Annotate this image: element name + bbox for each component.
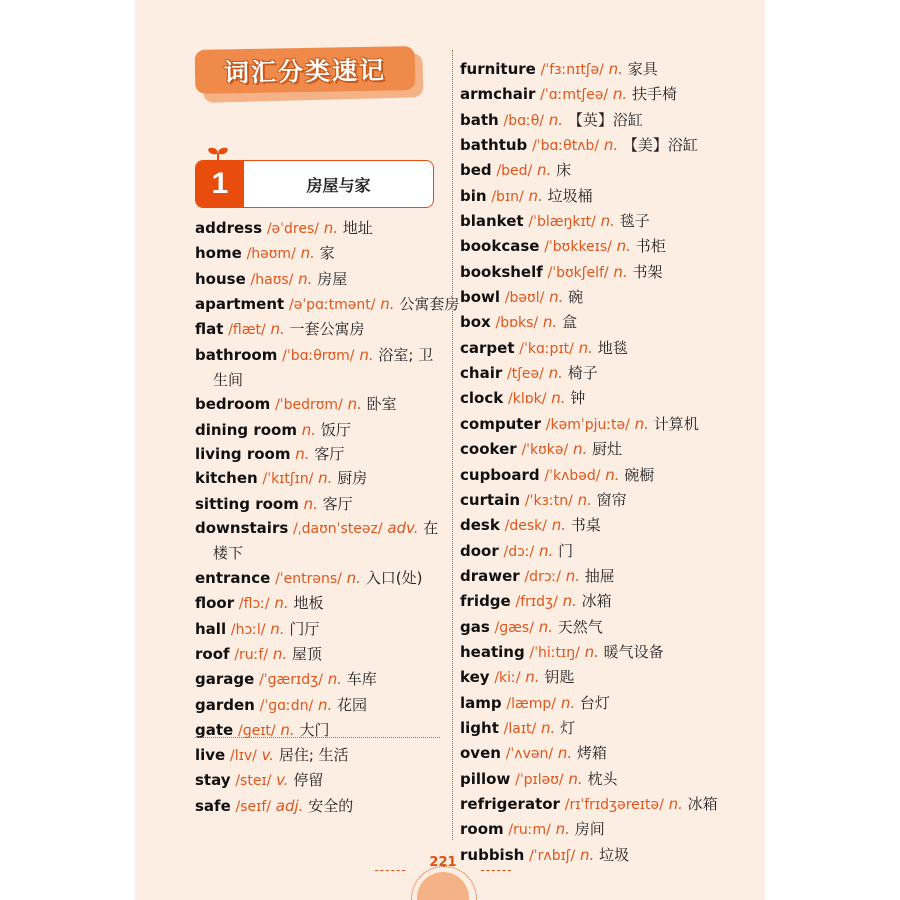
- vocab-entry: [460, 133, 760, 158]
- vocab-pos: n.: [323, 219, 339, 237]
- vocab-entry: [195, 343, 440, 393]
- vocab-meaning: 屋顶: [291, 644, 322, 663]
- vocab-pos: n.: [551, 516, 567, 535]
- vocab-phonetic: /bɪn/: [491, 188, 524, 205]
- vocab-phonetic: /haʊs/: [250, 271, 294, 288]
- vocab-meaning: 房间: [574, 820, 605, 839]
- vocab-word: sitting room: [195, 494, 299, 513]
- vocab-word: bookshelf: [460, 262, 543, 281]
- vocab-phonetic: /ˈkʊkə/: [521, 442, 569, 459]
- vocab-phonetic: /ˈfɜːnɪtʃə/: [540, 62, 604, 78]
- vocab-phonetic: /laɪt/: [503, 720, 537, 737]
- vocab-entry: [460, 234, 760, 259]
- vocab-pos: n.: [560, 693, 576, 712]
- vocab-pos: n.: [613, 262, 628, 281]
- title-banner-box: [195, 46, 416, 94]
- page-number-dash-left: [375, 870, 405, 871]
- vocab-word: computer: [460, 414, 541, 433]
- vocab-phonetic: /desk/: [504, 518, 547, 535]
- vocab-pos: n.: [541, 718, 556, 737]
- vocab-entry: [460, 539, 760, 564]
- vocab-meaning: 【英】浴缸: [567, 110, 643, 129]
- vocab-pos: n.: [318, 469, 333, 488]
- vocab-pos: n.: [300, 244, 315, 263]
- vocab-phonetic: /ruːm/: [508, 822, 551, 839]
- page-number-dash-right: [481, 870, 511, 871]
- vocab-word: apartment: [195, 295, 285, 314]
- vocab-meaning: 扶手椅: [631, 85, 677, 104]
- vocab-meaning: 门: [558, 541, 574, 560]
- vocab-phonetic: /læmp/: [506, 695, 557, 712]
- vocab-pos: n.: [346, 568, 361, 587]
- vocab-pos: n.: [616, 237, 631, 256]
- vocab-pos: n.: [303, 494, 318, 513]
- vocab-meaning: 冰箱: [581, 592, 612, 611]
- vocab-pos: n.: [605, 465, 620, 484]
- vocab-phonetic: /əˈdres/: [266, 221, 319, 237]
- vocab-meaning: 厨灶: [592, 440, 623, 459]
- vocab-meaning: 毯子: [619, 212, 650, 231]
- vocab-word: blanket: [460, 212, 524, 231]
- vocab-word: chair: [460, 364, 503, 383]
- vocab-entry: [195, 591, 440, 616]
- vocab-pos: n.: [548, 364, 563, 383]
- vocab-meaning: 花园: [337, 695, 368, 714]
- vocab-entry: [195, 566, 440, 591]
- vocab-meaning: 房屋: [317, 269, 348, 288]
- vocab-entry: [460, 260, 760, 285]
- vocab-entry: [195, 516, 440, 566]
- vocab-word: key: [460, 668, 490, 687]
- vocab-entry: [460, 184, 760, 209]
- vocab-pos: n.: [612, 85, 628, 104]
- vocab-pos: n.: [600, 212, 615, 231]
- vocab-word: bin: [460, 186, 487, 205]
- vocab-word: carpet: [460, 338, 515, 357]
- vocab-phonetic: /ˈhiːtɪŋ/: [529, 644, 580, 661]
- vocab-phonetic: /həʊm/: [246, 246, 296, 263]
- vocab-word: garden: [195, 695, 255, 714]
- vocab-phonetic: /flɔː/: [238, 596, 270, 613]
- vocab-meaning: 入口(处): [365, 568, 423, 587]
- vocab-meaning: 客厅: [322, 494, 353, 513]
- vocab-entry: [195, 768, 440, 793]
- vocab-word: furniture: [460, 60, 536, 78]
- vocab-meaning: 【美】浴缸: [622, 136, 698, 155]
- vocab-entry: [195, 718, 440, 743]
- vocab-meaning: 盒: [561, 313, 577, 332]
- column-divider: [452, 50, 453, 840]
- vocab-entry: [195, 492, 440, 516]
- vocab-phonetic: /bɒks/: [495, 315, 539, 332]
- vocab-meaning: 居住; 生活: [278, 746, 349, 764]
- vocab-entry: [460, 691, 760, 716]
- vocab-word: live: [195, 746, 226, 764]
- vocab-entry: [460, 615, 760, 640]
- vocab-word: light: [460, 718, 499, 737]
- vocab-entry: [460, 741, 760, 766]
- vocab-meaning: 浴室; 卫生间: [213, 345, 434, 390]
- vocab-word: home: [195, 244, 242, 263]
- vocab-word: armchair: [460, 85, 536, 104]
- vocab-entry: [460, 665, 760, 690]
- vocab-word: safe: [195, 796, 231, 815]
- vocab-pos: n.: [272, 644, 288, 663]
- vocab-phonetic: /ˈɡærɪdʒ/: [259, 672, 323, 689]
- vocab-phonetic: /steɪ/: [235, 773, 272, 790]
- vocab-word: bookcase: [460, 237, 540, 256]
- vocab-entry: [460, 513, 760, 538]
- vocab-phonetic: /bed/: [496, 163, 533, 180]
- vocab-pos: n.: [525, 668, 540, 687]
- vocab-word: kitchen: [195, 469, 258, 488]
- vocab-pos: n.: [295, 445, 310, 464]
- vocab-pos: n.: [548, 110, 564, 129]
- vocab-word: refrigerator: [460, 794, 560, 813]
- vocab-entry: [460, 564, 760, 589]
- vocab-meaning: 书柜: [635, 237, 666, 256]
- vocab-entry: [195, 317, 440, 342]
- vocab-meaning: 钥匙: [544, 668, 575, 687]
- vocab-meaning: 一套公寓房: [289, 320, 365, 339]
- vocab-meaning: 垃圾: [599, 845, 630, 864]
- vocab-meaning: 抽屉: [584, 566, 615, 585]
- vocab-entry: [460, 716, 760, 741]
- vocab-meaning: 钟: [570, 389, 586, 408]
- vocab-pos: n.: [562, 592, 577, 611]
- vocab-pos: n.: [537, 161, 552, 180]
- vocab-word: clock: [460, 389, 504, 408]
- vocab-pos: n.: [327, 670, 342, 689]
- vocab-word: bed: [460, 161, 492, 180]
- vocab-phonetic: /əˈpɑːtmənt/: [288, 297, 376, 314]
- right-word-list: [460, 57, 760, 868]
- vocab-pos: n.: [270, 320, 285, 339]
- vocab-phonetic: /drɔː/: [524, 568, 561, 585]
- vocab-pos: n.: [572, 440, 588, 459]
- vocab-phonetic: /ˈbɑːθtʌb/: [532, 138, 600, 155]
- vocab-entry: [460, 158, 760, 183]
- vocab-entry: [460, 412, 760, 437]
- vocab-entry: [195, 794, 440, 819]
- vocab-entry: [195, 466, 440, 491]
- vocab-word: curtain: [460, 490, 521, 509]
- vocab-word: living room: [195, 445, 291, 464]
- vocab-meaning: 窗帘: [596, 490, 627, 509]
- vocab-phonetic: /klɒk/: [508, 391, 547, 408]
- vocab-phonetic: /ˈkɑːpɪt/: [519, 340, 574, 357]
- vocab-entry: [460, 843, 760, 868]
- vocab-phonetic: /ˈkɪtʃɪn/: [262, 471, 314, 488]
- vocab-word: floor: [195, 594, 235, 613]
- vocab-word: fridge: [460, 592, 511, 611]
- vocab-meaning: 冰箱: [687, 794, 718, 813]
- vocab-meaning: 椅子: [567, 364, 598, 383]
- vocab-entry: [460, 310, 760, 335]
- vocab-phonetic: /kiː/: [494, 670, 521, 687]
- vocab-pos: n.: [608, 60, 623, 78]
- vocab-word: gas: [460, 617, 490, 636]
- vocab-meaning: 车库: [346, 670, 377, 689]
- vocab-pos: n.: [668, 794, 683, 813]
- vocab-meaning: 公寓套房: [399, 295, 460, 314]
- vocab-word: rubbish: [460, 845, 525, 864]
- vocab-entry: [460, 386, 760, 411]
- page-title: 词汇分类速记: [223, 55, 387, 88]
- vocab-pos: n.: [274, 594, 289, 613]
- vocab-pos: n.: [551, 389, 566, 408]
- vocab-word: bedroom: [195, 395, 271, 414]
- vocab-phonetic: /ˈbedrʊm/: [275, 397, 343, 414]
- vocab-entry: [195, 693, 440, 718]
- vocab-phonetic: /tʃeə/: [507, 366, 544, 383]
- vocab-entry: [460, 589, 760, 614]
- vocab-pos: n.: [578, 338, 593, 357]
- vocab-meaning: 垃圾桶: [547, 186, 593, 205]
- vocab-entry: [460, 82, 760, 107]
- vocab-meaning: 天然气: [557, 617, 603, 636]
- vocab-word: bathroom: [195, 345, 278, 364]
- page-number: 221: [429, 855, 457, 870]
- section-number: 1: [196, 161, 244, 207]
- vocab-meaning: 碗: [568, 288, 584, 307]
- vocab-phonetic: /seɪf/: [235, 798, 272, 815]
- vocab-phonetic: /frɪdʒ/: [515, 594, 558, 611]
- vocab-pos: n.: [568, 769, 583, 788]
- vocab-entry: [460, 463, 760, 488]
- vocab-phonetic: /ˈbɑːθrʊm/: [282, 347, 355, 364]
- vocab-pos: adj.: [275, 796, 304, 815]
- vocab-pos: n.: [270, 619, 285, 638]
- vocab-meaning: 暖气设备: [603, 642, 664, 661]
- vocab-word: downstairs: [195, 519, 289, 538]
- vocab-word: hall: [195, 619, 227, 638]
- vocab-word: pillow: [460, 769, 511, 788]
- vocab-pos: n.: [280, 720, 295, 739]
- vocab-word: room: [460, 820, 504, 839]
- vocab-pos: n.: [577, 490, 592, 509]
- vocab-pos: v.: [261, 746, 275, 764]
- vocab-pos: n.: [555, 820, 570, 839]
- vocab-pos: n.: [557, 744, 573, 763]
- vocab-pos: n.: [565, 566, 581, 585]
- vocab-meaning: 家: [319, 244, 335, 263]
- vocab-entry: [460, 640, 760, 665]
- vocab-word: bowl: [460, 288, 501, 307]
- vocab-pos: n.: [549, 288, 564, 307]
- vocab-pos: n.: [380, 295, 395, 314]
- vocab-entry: [195, 292, 460, 317]
- vocab-word: garage: [195, 670, 255, 689]
- vocab-word: desk: [460, 516, 500, 535]
- vocab-phonetic: /ɡæs/: [494, 619, 534, 636]
- vocab-entry: [460, 792, 760, 817]
- vocab-phonetic: /hɔːl/: [230, 621, 266, 638]
- vocab-meaning: 灯: [560, 718, 576, 737]
- vocab-phonetic: /lɪv/: [230, 748, 257, 764]
- vocab-entry: [460, 209, 760, 234]
- vocab-word: cooker: [460, 440, 517, 459]
- vocab-phonetic: /ˌdaʊnˈsteəz/: [293, 521, 383, 538]
- vocab-word: house: [195, 269, 246, 288]
- title-banner: [195, 48, 423, 100]
- vocab-word: heating: [460, 642, 525, 661]
- vocab-pos: n.: [584, 642, 599, 661]
- vocab-meaning: 厨房: [337, 469, 368, 488]
- vocab-word: oven: [460, 744, 501, 763]
- vocab-meaning: 计算机: [653, 414, 699, 433]
- vocab-pos: adv.: [387, 519, 419, 538]
- vocab-word: gate: [195, 720, 234, 739]
- vocab-word: entrance: [195, 568, 271, 587]
- vocab-phonetic: /dɔː/: [503, 543, 535, 560]
- vocab-phonetic: /ruːf/: [234, 646, 269, 663]
- section-title: 房屋与家: [306, 175, 371, 195]
- vocab-word: lamp: [460, 693, 502, 712]
- vocab-meaning: 书桌: [570, 516, 601, 535]
- vocab-phonetic: /ˈʌvən/: [505, 746, 554, 763]
- vocab-entry: [195, 442, 440, 466]
- vocab-meaning: 烤箱: [576, 744, 607, 763]
- vocab-meaning: 地毯: [597, 338, 628, 357]
- vocab-meaning: 台灯: [579, 693, 610, 712]
- vocab-pos: n.: [359, 345, 374, 364]
- vocab-entry: [195, 642, 440, 667]
- vocab-meaning: 家具: [627, 60, 658, 78]
- vocab-entry: [460, 336, 760, 361]
- vocab-phonetic: /ˈpɪləʊ/: [515, 771, 564, 788]
- vocab-phonetic: /ˈkɜːtn/: [524, 492, 573, 509]
- vocab-meaning: 在楼下: [213, 519, 439, 563]
- vocab-meaning: 书架: [632, 262, 663, 281]
- vocab-entry: [460, 108, 760, 133]
- vocab-meaning: 枕头: [587, 769, 618, 788]
- vocab-meaning: 门厅: [289, 619, 320, 638]
- vocab-phonetic: /ˈentrəns/: [275, 570, 342, 587]
- vocab-meaning: 客厅: [314, 445, 345, 464]
- vocab-word: flat: [195, 320, 224, 339]
- vocab-phonetic: /bɑːθ/: [503, 112, 544, 129]
- left-word-list: [195, 216, 460, 743]
- vocab-entry: [460, 361, 760, 386]
- vocab-meaning: 停留: [293, 771, 324, 790]
- vocab-word: roof: [195, 644, 230, 663]
- vocab-entry: [195, 667, 440, 692]
- vocab-meaning: 地址: [342, 219, 373, 237]
- vocab-word: drawer: [460, 566, 520, 585]
- vocab-entry: [460, 285, 760, 310]
- vocab-meaning: 床: [556, 161, 572, 180]
- vocab-pos: n.: [298, 269, 313, 288]
- vocab-entry: [460, 817, 760, 842]
- vocab-meaning: 卧室: [366, 395, 397, 414]
- vocab-pos: n.: [539, 541, 554, 560]
- vocab-phonetic: /ˈrʌbɪʃ/: [529, 847, 576, 864]
- vocab-pos: v.: [276, 771, 289, 790]
- vocab-phonetic: /ˈbʊkʃelf/: [547, 264, 609, 281]
- vocab-entry: [460, 488, 760, 513]
- vocab-phonetic: /ˈblæŋkɪt/: [528, 214, 596, 231]
- left-word-list-2: [195, 743, 440, 819]
- vocabulary-page: [135, 0, 765, 900]
- vocab-meaning: 安全的: [308, 796, 354, 815]
- vocab-meaning: 大门: [299, 720, 330, 739]
- vocab-entry: [460, 437, 760, 462]
- vocab-phonetic: /ˈbʊkkeɪs/: [544, 239, 612, 256]
- vocab-pos: n.: [542, 313, 558, 332]
- vocab-phonetic: /ˈɑːmtʃeə/: [540, 87, 609, 104]
- vocab-pos: n.: [347, 395, 362, 414]
- vocab-pos: n.: [603, 136, 619, 155]
- vocab-entry: [195, 743, 440, 768]
- vocab-meaning: 碗橱: [624, 465, 655, 484]
- vocab-pos: n.: [538, 617, 554, 636]
- section-header: [195, 160, 434, 208]
- vocab-entry: [195, 241, 440, 266]
- vocab-pos: n.: [528, 186, 543, 205]
- vocab-phonetic: /rɪˈfrɪdʒəreɪtə/: [564, 796, 664, 813]
- vocab-word: cupboard: [460, 465, 540, 484]
- left-divider: [195, 737, 440, 738]
- vocab-word: bathtub: [460, 136, 528, 155]
- vocab-meaning: 饭厅: [320, 420, 351, 439]
- vocab-word: dining room: [195, 420, 297, 439]
- vocab-entry: [195, 392, 440, 417]
- vocab-word: door: [460, 541, 499, 560]
- vocab-entry: [195, 216, 440, 241]
- vocab-word: stay: [195, 771, 231, 790]
- vocab-pos: n.: [301, 420, 317, 439]
- vocab-phonetic: /ˈkʌbəd/: [544, 467, 601, 484]
- vocab-meaning: 地板: [293, 594, 324, 613]
- vocab-word: box: [460, 313, 491, 332]
- vocab-phonetic: /bəʊl/: [504, 290, 545, 307]
- vocab-word: address: [195, 219, 263, 237]
- vocab-pos: n.: [317, 695, 333, 714]
- vocab-pos: n.: [580, 845, 595, 864]
- vocab-entry: [460, 57, 760, 82]
- vocab-phonetic: /kəmˈpjuːtə/: [545, 416, 630, 433]
- vocab-phonetic: /ɡeɪt/: [237, 722, 276, 739]
- vocab-entry: [460, 767, 760, 792]
- vocab-phonetic: /flæt/: [228, 322, 266, 339]
- vocab-phonetic: /ˈɡɑːdn/: [259, 697, 314, 714]
- vocab-word: bath: [460, 110, 499, 129]
- vocab-entry: [195, 267, 440, 292]
- vocab-entry: [195, 617, 440, 642]
- vocab-entry: [195, 418, 440, 442]
- vocab-pos: n.: [634, 414, 649, 433]
